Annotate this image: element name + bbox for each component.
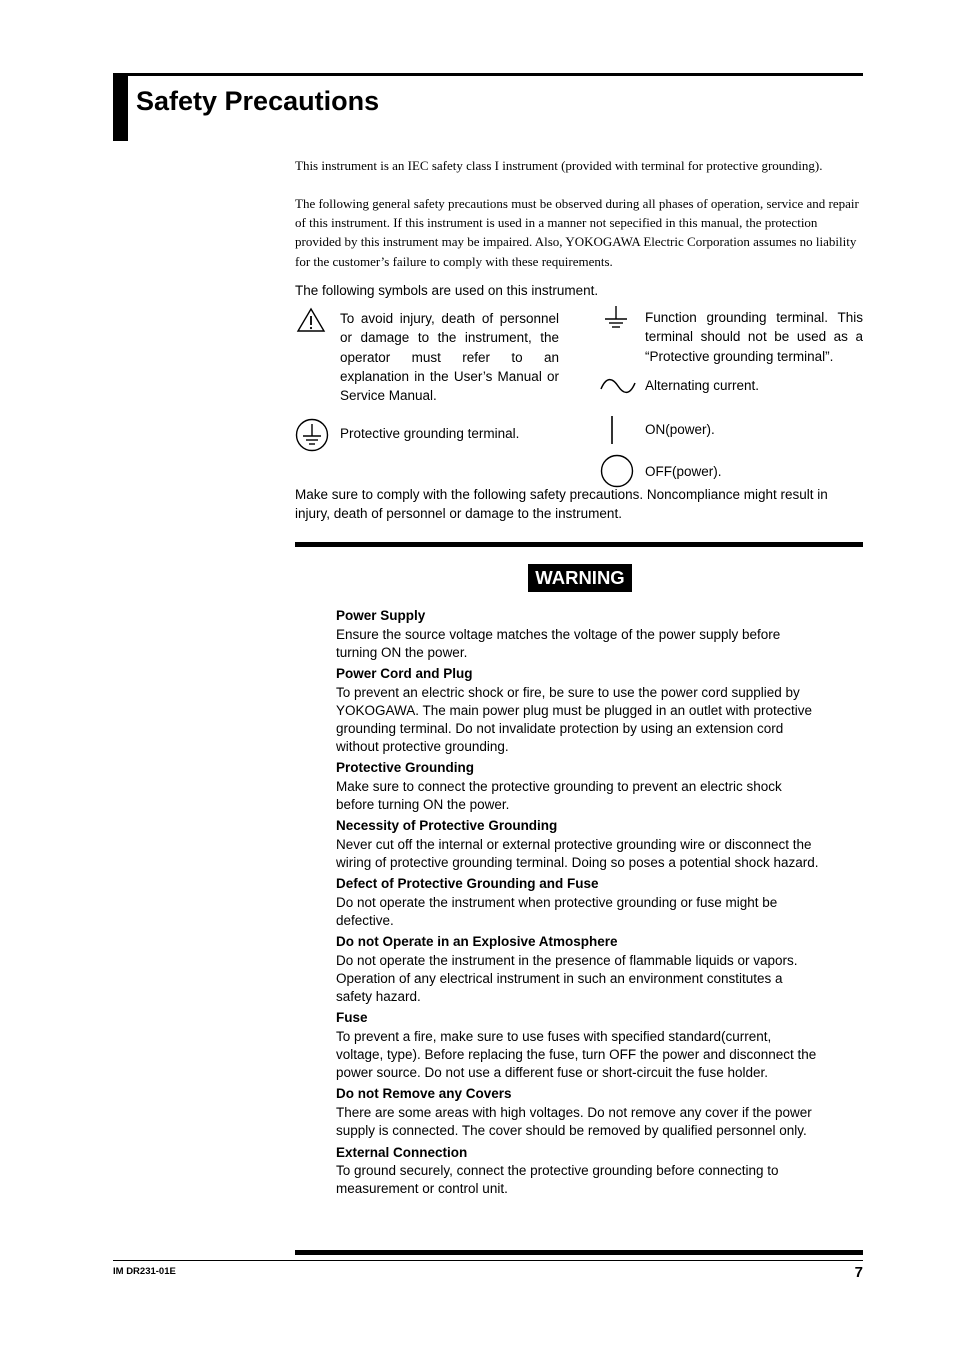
- warning-item-text: Ensure the source voltage matches the voltage of the power supply before turning ON the power.: [336, 626, 781, 660]
- title-bar: [113, 73, 128, 141]
- intro-paragraph-1: This instrument is an IEC safety class I instrument (provided with terminal for protective grounding).: [295, 158, 823, 173]
- function-ground-icon: [603, 305, 629, 331]
- page-title: Safety Precautions: [136, 86, 380, 116]
- power-off-text: OFF(power).: [645, 464, 722, 479]
- footer-rule: [113, 1260, 863, 1261]
- warning-item-title: Power Cord and Plug: [336, 666, 473, 682]
- intro-paragraph-2: The following general safety precautions must be observed during all phases of operation, service and repair of this instrument. If this instrument is used in a manner not sepecified in this manual, the protection provided by this instrument may be impaired. Also, YOKOGAWA Electric Corporation assumes no liability for the customer’s failure to comply with these requirements.: [295, 196, 859, 269]
- warning-bottom-rule: [295, 1250, 863, 1255]
- warning-item-title: Fuse: [336, 1010, 368, 1026]
- warning-item-title: Power Supply: [336, 608, 426, 623]
- alternating-current-icon: [600, 377, 636, 395]
- comply-statement: Make sure to comply with the following safety precautions. Noncompliance might result in injury, death of personnel or damage to the instrument.: [295, 487, 828, 522]
- title-rule: [128, 73, 863, 76]
- warning-item-text: There are some areas with high voltages. Do not remove any cover if the power supply is connected. The cover should be removed by qualified personnel only.: [336, 1105, 812, 1139]
- warning-item-text: Do not operate the instrument in the presence of flammable liquids or vapors. Operation of any electrical instrument in such an environment constitutes a safety hazard.: [336, 953, 798, 1004]
- protective-ground-icon: [295, 418, 329, 452]
- warning-item-text: To ground securely, connect the protective grounding before connecting to measurement or control unit.: [336, 1163, 779, 1197]
- warning-item-defect-grounding-fuse: [336, 874, 821, 930]
- warning-item-title: Necessity of Protective Grounding: [336, 818, 558, 834]
- warning-item-fuse: [336, 1008, 821, 1082]
- warning-item-power-cord: [336, 664, 821, 755]
- page-number: 7: [854, 1264, 863, 1281]
- warning-top-rule: [295, 542, 863, 547]
- warning-item-covers: [336, 1084, 821, 1140]
- power-on-icon: [610, 416, 614, 444]
- caution-triangle-icon: [296, 307, 326, 333]
- warning-item-text: To prevent an electric shock or fire, be sure to use the power cord supplied by YOKOGAWA. The main power plug must be plugged in an outlet with protective grounding terminal. Do not invalidate protection by using an extension cord without protective grounding.: [336, 684, 812, 754]
- protective-ground-text: Protective grounding terminal.: [340, 426, 520, 441]
- function-ground-text: Function grounding terminal. This terminal should not be used as a “Protective grounding terminal”.: [645, 310, 863, 364]
- warning-item-text: Make sure to connect the protective grounding to prevent an electric shock before turning ON the power.: [336, 778, 782, 812]
- caution-symbol-text: To avoid injury, death of personnel or damage to the instrument, the operator must refer to an explanation in the User’s Manual or Service Manual.: [340, 311, 559, 404]
- warning-item-power-supply: [336, 606, 821, 662]
- alternating-current-text: Alternating current.: [645, 378, 760, 393]
- warning-item-explosive-atmosphere: [336, 932, 821, 1006]
- warning-badge: WARNING: [528, 564, 632, 592]
- warning-item-title: External Connection: [336, 1144, 468, 1160]
- warning-item-protective-grounding: [336, 758, 821, 814]
- power-on-text: ON(power).: [645, 422, 715, 437]
- power-off-icon: [600, 454, 634, 488]
- warning-item-necessity-grounding: [336, 816, 821, 872]
- warning-item-external-connection: [336, 1143, 821, 1199]
- warning-item-title: Defect of Protective Grounding and Fuse: [336, 876, 599, 892]
- warning-item-title: Do not Remove any Covers: [336, 1086, 512, 1102]
- warning-item-title: Do not Operate in an Explosive Atmosphere: [336, 934, 618, 950]
- symbols-intro: The following symbols are used on this instrument.: [295, 283, 599, 298]
- footer-doc-id: IM DR231-01E: [113, 1266, 176, 1277]
- warning-list: [336, 606, 821, 1201]
- warning-item-text: To prevent a fire, make sure to use fuses with specified standard(current, voltage, type). Before replacing the fuse, turn OFF the power and disconnect the power source. Do not use a different fuse or short-circuit the fuse holder.: [336, 1029, 817, 1080]
- warning-item-text: Never cut off the internal or external protective grounding wire or disconnect the wiring of protective grounding terminal. Doing so poses a potential shock hazard.: [336, 836, 819, 870]
- warning-item-title: Protective Grounding: [336, 760, 475, 776]
- warning-item-text: Do not operate the instrument when protective grounding or fuse might be defective.: [336, 895, 778, 928]
